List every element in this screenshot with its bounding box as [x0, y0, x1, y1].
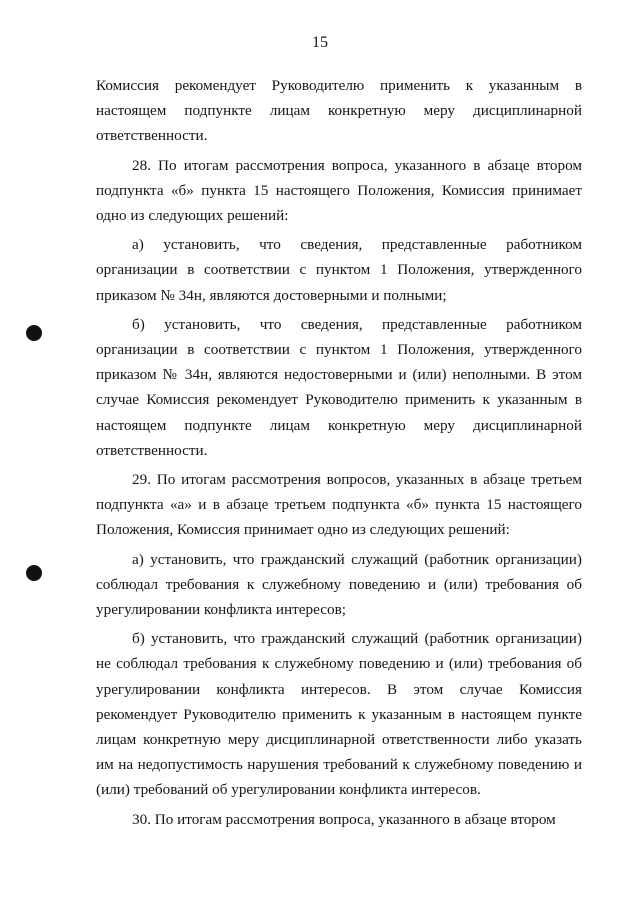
paragraph-item-29b: б) установить, что гражданский служащий (работник организации) не соблюдал требования к служебному поведению и (или) требования об урегулировании конфликта интересов. В этом случае Комиссия рекомендует Руководителю применить к указанным в настоящем пункте лицам конкретную меру дисциплинарной ответственности либо указать им на недопустимость нарушения требований к служебному поведению и (или) требований об урегулировании конфликта интересов. [96, 630, 582, 799]
paragraph-item-28b: б) установить, что сведения, представленные работником организации в соответствии с пунктом 1 Положения, утвержденного приказом № 34н, являются недостоверными и (или) неполными. В этом случае Комиссия рекомендует Руководителю применить к указанным в настоящем подпункте лицам конкретную меру дисциплинарной ответственности. [96, 315, 582, 459]
paragraph-item-29a: а) установить, что гражданский служащий (работник организации) соблюдал требования к служебному поведению и (или) требования об урегулировании конфликта интересов; [96, 550, 582, 619]
paragraph-continuation: Комиссия рекомендует Руководителю применить к указанным в настоящем подпункте лицам конкретную меру дисциплинарной ответственности. [96, 77, 582, 145]
document-body [96, 73, 582, 832]
page-number: 15 [312, 34, 328, 51]
punch-hole [26, 325, 42, 341]
punch-hole [26, 565, 42, 581]
paragraph-item-29: 29. По итогам рассмотрения вопросов, указанных в абзаце третьем подпункта «а» и в абзаце третьем подпункта «б» пункта 15 настоящего Положения, Комиссия принимает одно из следующих решений: [96, 471, 582, 539]
paragraph-item-28: 28. По итогам рассмотрения вопроса, указанного в абзаце втором подпункта «б» пункта 15 настоящего Положения, Комиссия принимает одно из следующих решений: [96, 156, 582, 225]
paragraph-item-28a: а) установить, что сведения, представленные работником организации в соответствии с пунктом 1 Положения, утвержденного приказом № 34н, являются достоверными и полными; [96, 236, 582, 304]
paragraph-item-30: 30. По итогам рассмотрения вопроса, указанного в абзаце втором [132, 810, 556, 828]
